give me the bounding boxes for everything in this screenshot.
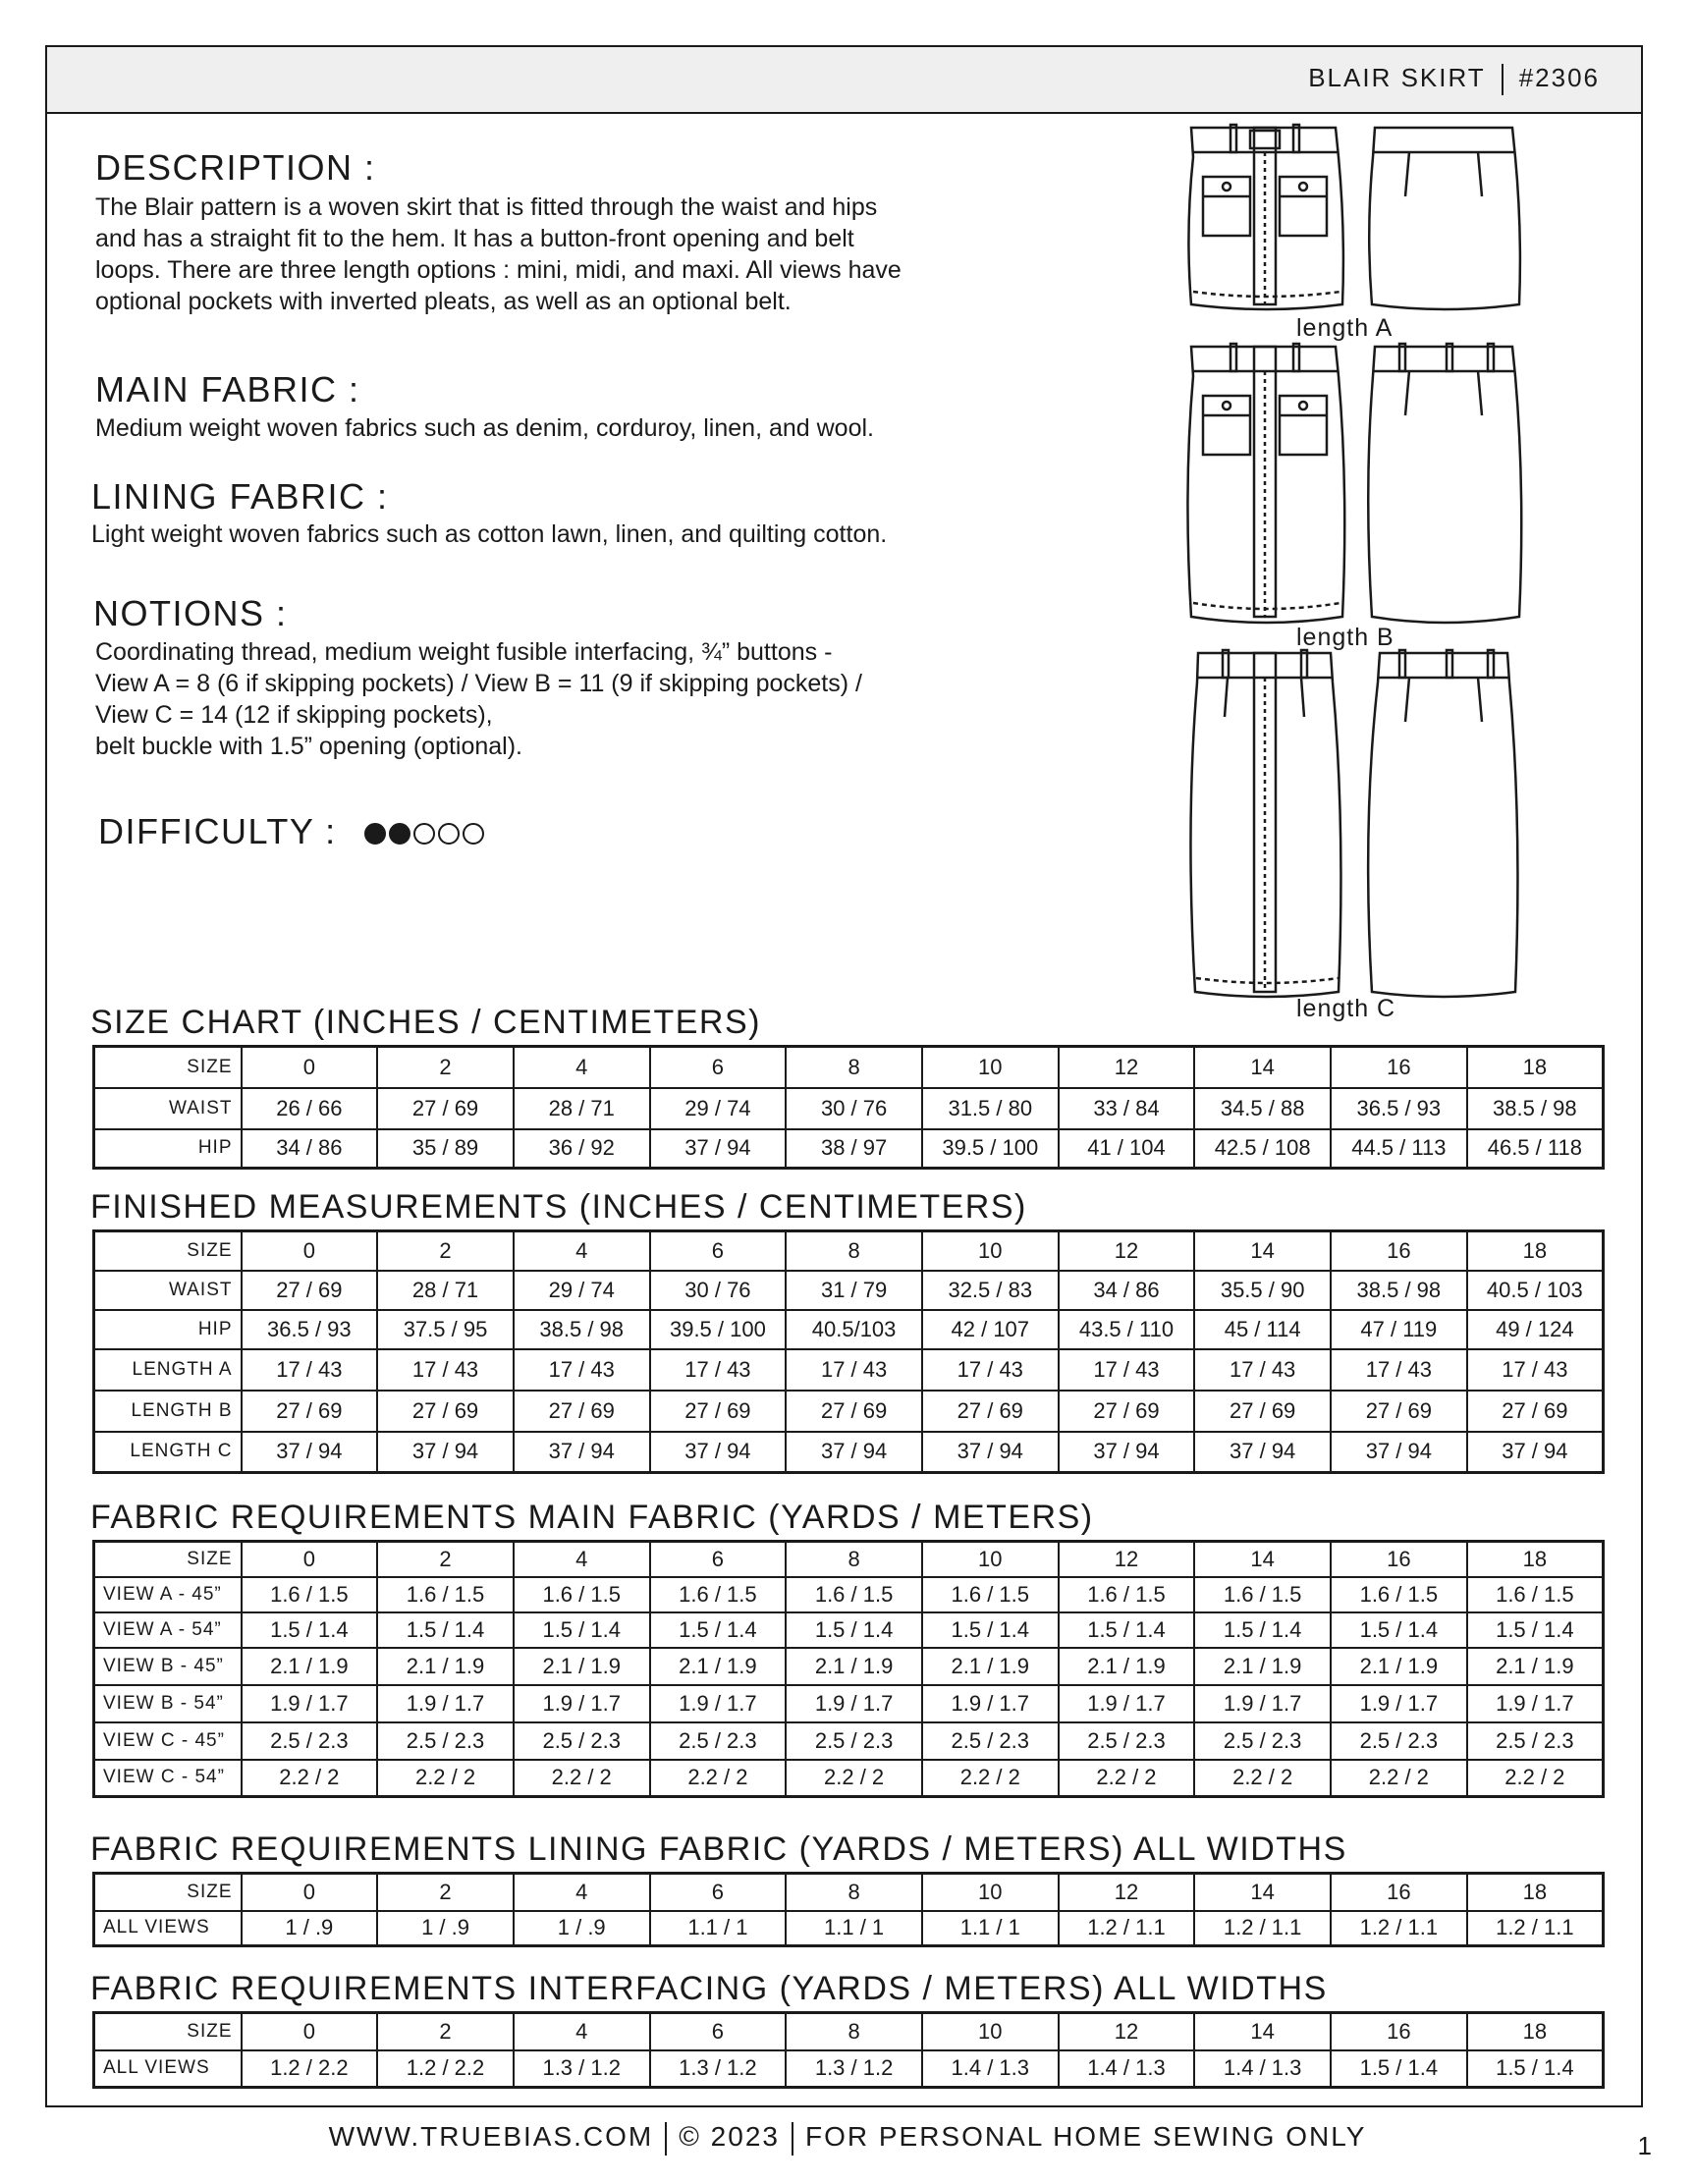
value-cell: 1.5 / 1.4 bbox=[1331, 2050, 1467, 2088]
size-cell: 12 bbox=[1059, 1047, 1195, 1088]
value-cell: 17 / 43 bbox=[650, 1349, 787, 1391]
value-cell: 41 / 104 bbox=[1059, 1129, 1195, 1169]
size-cell: 10 bbox=[922, 1542, 1059, 1577]
value-cell: 31.5 / 80 bbox=[922, 1088, 1059, 1129]
value-cell: 2.5 / 2.3 bbox=[1194, 1722, 1331, 1760]
size-header-row bbox=[94, 2013, 1604, 2050]
row-label: WAIST bbox=[94, 1088, 242, 1129]
size-cell: 18 bbox=[1467, 1047, 1604, 1088]
table-row bbox=[94, 1760, 1604, 1797]
value-cell: 1.6 / 1.5 bbox=[1467, 1577, 1604, 1612]
value-cell: 34.5 / 88 bbox=[1194, 1088, 1331, 1129]
value-cell: 17 / 43 bbox=[242, 1349, 378, 1391]
value-cell: 27 / 69 bbox=[1059, 1391, 1195, 1432]
value-cell: 1.6 / 1.5 bbox=[377, 1577, 514, 1612]
footer-divider bbox=[792, 2122, 793, 2156]
size-cell: 2 bbox=[377, 1874, 514, 1911]
table-row bbox=[94, 1129, 1604, 1169]
header-bar bbox=[47, 47, 1641, 114]
size-cell: 4 bbox=[514, 1047, 650, 1088]
value-cell: 1.5 / 1.4 bbox=[922, 1612, 1059, 1648]
notions-text bbox=[95, 636, 862, 762]
value-cell: 1.2 / 2.2 bbox=[242, 2050, 378, 2088]
value-cell: 27 / 69 bbox=[650, 1391, 787, 1432]
value-cell: 17 / 43 bbox=[922, 1349, 1059, 1391]
size-cell: 10 bbox=[922, 1231, 1059, 1271]
value-cell: 17 / 43 bbox=[786, 1349, 922, 1391]
main-fabric-requirements-title: FABRIC REQUIREMENTS MAIN FABRIC (YARDS / METERS) bbox=[90, 1499, 1094, 1536]
size-cell: 14 bbox=[1194, 1231, 1331, 1271]
value-cell: 2.5 / 2.3 bbox=[786, 1722, 922, 1760]
value-cell: 27 / 69 bbox=[922, 1391, 1059, 1432]
value-cell: 45 / 114 bbox=[1194, 1310, 1331, 1349]
filled-dot-icon bbox=[389, 823, 410, 845]
row-label: ALL VIEWS bbox=[94, 1911, 242, 1946]
value-cell: 1.5 / 1.4 bbox=[242, 1612, 378, 1648]
value-cell: 2.1 / 1.9 bbox=[377, 1648, 514, 1685]
size-cell: 10 bbox=[922, 1047, 1059, 1088]
row-label: VIEW C - 54” bbox=[94, 1760, 242, 1797]
size-cell: 12 bbox=[1059, 2013, 1195, 2050]
value-cell: 27 / 69 bbox=[1194, 1391, 1331, 1432]
value-cell: 29 / 74 bbox=[514, 1271, 650, 1310]
size-cell: 0 bbox=[242, 1874, 378, 1911]
value-cell: 1.5 / 1.4 bbox=[650, 1612, 787, 1648]
size-cell: 0 bbox=[242, 1047, 378, 1088]
value-cell: 1.6 / 1.5 bbox=[1331, 1577, 1467, 1612]
row-label: LENGTH B bbox=[94, 1391, 242, 1432]
value-cell: 2.1 / 1.9 bbox=[1194, 1648, 1331, 1685]
size-cell: 2 bbox=[377, 1231, 514, 1271]
value-cell: 36 / 92 bbox=[514, 1129, 650, 1169]
skirt-sketch-b bbox=[1164, 342, 1547, 627]
size-cell: 18 bbox=[1467, 2013, 1604, 2050]
value-cell: 28 / 71 bbox=[377, 1271, 514, 1310]
value-cell: 31 / 79 bbox=[786, 1271, 922, 1310]
value-cell: 39.5 / 100 bbox=[922, 1129, 1059, 1169]
lining-fabric-heading: LINING FABRIC : bbox=[91, 476, 389, 517]
value-cell: 1.1 / 1 bbox=[786, 1911, 922, 1946]
value-cell: 39.5 / 100 bbox=[650, 1310, 787, 1349]
size-cell: 18 bbox=[1467, 1542, 1604, 1577]
value-cell: 1.9 / 1.7 bbox=[1194, 1685, 1331, 1722]
size-cell: 2 bbox=[377, 1047, 514, 1088]
value-cell: 37 / 94 bbox=[650, 1129, 787, 1169]
size-cell: 6 bbox=[650, 2013, 787, 2050]
value-cell: 36.5 / 93 bbox=[242, 1310, 378, 1349]
table-row bbox=[94, 1391, 1604, 1432]
value-cell: 1.2 / 2.2 bbox=[377, 2050, 514, 2088]
skirt-sketch-c bbox=[1164, 648, 1547, 1002]
value-cell: 1.9 / 1.7 bbox=[650, 1685, 787, 1722]
size-cell: 2 bbox=[377, 1542, 514, 1577]
value-cell: 27 / 69 bbox=[786, 1391, 922, 1432]
value-cell: 2.1 / 1.9 bbox=[786, 1648, 922, 1685]
size-cell: 16 bbox=[1331, 1542, 1467, 1577]
size-cell: 4 bbox=[514, 2013, 650, 2050]
size-cell: 12 bbox=[1059, 1542, 1195, 1577]
size-label: SIZE bbox=[94, 1047, 242, 1088]
description-line: The Blair pattern is a woven skirt that is fitted through the waist and hips bbox=[95, 193, 878, 221]
value-cell: 27 / 69 bbox=[377, 1088, 514, 1129]
size-cell: 8 bbox=[786, 2013, 922, 2050]
value-cell: 1 / .9 bbox=[242, 1911, 378, 1946]
description-heading: DESCRIPTION : bbox=[95, 147, 376, 188]
value-cell: 37.5 / 95 bbox=[377, 1310, 514, 1349]
value-cell: 29 / 74 bbox=[650, 1088, 787, 1129]
value-cell: 1.9 / 1.7 bbox=[1059, 1685, 1195, 1722]
size-header-row bbox=[94, 1047, 1604, 1088]
skirt-sketch-a bbox=[1164, 123, 1547, 314]
description-line: loops. There are three length options : mini, midi, and maxi. All views have bbox=[95, 256, 902, 284]
size-cell: 8 bbox=[786, 1231, 922, 1271]
difficulty-label: DIFFICULTY : bbox=[98, 811, 337, 851]
value-cell: 1.3 / 1.2 bbox=[514, 2050, 650, 2088]
value-cell: 2.5 / 2.3 bbox=[1467, 1722, 1604, 1760]
size-cell: 14 bbox=[1194, 1542, 1331, 1577]
value-cell: 1.5 / 1.4 bbox=[1059, 1612, 1195, 1648]
value-cell: 17 / 43 bbox=[514, 1349, 650, 1391]
size-cell: 12 bbox=[1059, 1231, 1195, 1271]
value-cell: 1 / .9 bbox=[514, 1911, 650, 1946]
size-header-row bbox=[94, 1874, 1604, 1911]
page-number: 1 bbox=[1637, 2131, 1652, 2160]
empty-dot-icon bbox=[438, 823, 460, 845]
value-cell: 1.5 / 1.4 bbox=[1331, 1612, 1467, 1648]
value-cell: 37 / 94 bbox=[922, 1432, 1059, 1473]
value-cell: 2.2 / 2 bbox=[786, 1760, 922, 1797]
value-cell: 2.2 / 2 bbox=[1059, 1760, 1195, 1797]
header-divider bbox=[1502, 64, 1504, 95]
table-row bbox=[94, 1271, 1604, 1310]
value-cell: 2.5 / 2.3 bbox=[514, 1722, 650, 1760]
value-cell: 37 / 94 bbox=[242, 1432, 378, 1473]
main-fabric-heading: MAIN FABRIC : bbox=[95, 369, 360, 410]
empty-dot-icon bbox=[463, 823, 484, 845]
size-label: SIZE bbox=[94, 1874, 242, 1911]
value-cell: 27 / 69 bbox=[242, 1391, 378, 1432]
size-cell: 14 bbox=[1194, 1874, 1331, 1911]
value-cell: 30 / 76 bbox=[650, 1271, 787, 1310]
footer bbox=[0, 2121, 1695, 2156]
value-cell: 49 / 124 bbox=[1467, 1310, 1604, 1349]
value-cell: 17 / 43 bbox=[377, 1349, 514, 1391]
value-cell: 34 / 86 bbox=[242, 1129, 378, 1169]
table-row bbox=[94, 2050, 1604, 2088]
value-cell: 1.6 / 1.5 bbox=[786, 1577, 922, 1612]
value-cell: 2.1 / 1.9 bbox=[1059, 1648, 1195, 1685]
value-cell: 37 / 94 bbox=[514, 1432, 650, 1473]
value-cell: 27 / 69 bbox=[514, 1391, 650, 1432]
value-cell: 2.5 / 2.3 bbox=[242, 1722, 378, 1760]
table-row bbox=[94, 1648, 1604, 1685]
value-cell: 2.1 / 1.9 bbox=[650, 1648, 787, 1685]
row-label: ALL VIEWS bbox=[94, 2050, 242, 2088]
value-cell: 17 / 43 bbox=[1331, 1349, 1467, 1391]
value-cell: 1.4 / 1.3 bbox=[1059, 2050, 1195, 2088]
interfacing-requirements-title: FABRIC REQUIREMENTS INTERFACING (YARDS / METERS) ALL WIDTHS bbox=[90, 1970, 1328, 2007]
lining-fabric-text: Light weight woven fabrics such as cotton lawn, linen, and quilting cotton. bbox=[91, 520, 888, 548]
value-cell: 32.5 / 83 bbox=[922, 1271, 1059, 1310]
size-label: SIZE bbox=[94, 2013, 242, 2050]
notions-heading: NOTIONS : bbox=[93, 593, 288, 633]
value-cell: 46.5 / 118 bbox=[1467, 1129, 1604, 1169]
value-cell: 1.6 / 1.5 bbox=[514, 1577, 650, 1612]
value-cell: 1.5 / 1.4 bbox=[1467, 2050, 1604, 2088]
value-cell: 1.5 / 1.4 bbox=[377, 1612, 514, 1648]
usage-notice: FOR PERSONAL HOME SEWING ONLY bbox=[804, 2121, 1367, 2152]
value-cell: 2.1 / 1.9 bbox=[1467, 1648, 1604, 1685]
size-cell: 16 bbox=[1331, 1874, 1467, 1911]
value-cell: 1.6 / 1.5 bbox=[1194, 1577, 1331, 1612]
empty-dot-icon bbox=[413, 823, 435, 845]
copyright: © 2023 bbox=[679, 2121, 780, 2152]
table-row bbox=[94, 1722, 1604, 1760]
value-cell: 38 / 97 bbox=[786, 1129, 922, 1169]
table-row bbox=[94, 1432, 1604, 1473]
size-cell: 16 bbox=[1331, 1047, 1467, 1088]
value-cell: 2.5 / 2.3 bbox=[377, 1722, 514, 1760]
lining-requirements-title: FABRIC REQUIREMENTS LINING FABRIC (YARDS / METERS) ALL WIDTHS bbox=[90, 1830, 1347, 1868]
table-row bbox=[94, 1911, 1604, 1946]
value-cell: 38.5 / 98 bbox=[1331, 1271, 1467, 1310]
value-cell: 1.6 / 1.5 bbox=[242, 1577, 378, 1612]
value-cell: 42 / 107 bbox=[922, 1310, 1059, 1349]
value-cell: 37 / 94 bbox=[786, 1432, 922, 1473]
value-cell: 1.2 / 1.1 bbox=[1467, 1911, 1604, 1946]
size-cell: 8 bbox=[786, 1542, 922, 1577]
size-cell: 0 bbox=[242, 1231, 378, 1271]
value-cell: 33 / 84 bbox=[1059, 1088, 1195, 1129]
size-cell: 2 bbox=[377, 2013, 514, 2050]
value-cell: 40.5 / 103 bbox=[1467, 1271, 1604, 1310]
notions-line: View C = 14 (12 if skipping pockets), bbox=[95, 701, 493, 729]
filled-dot-icon bbox=[364, 823, 386, 845]
value-cell: 2.5 / 2.3 bbox=[1059, 1722, 1195, 1760]
size-cell: 6 bbox=[650, 1047, 787, 1088]
value-cell: 1.9 / 1.7 bbox=[1467, 1685, 1604, 1722]
value-cell: 47 / 119 bbox=[1331, 1310, 1467, 1349]
size-cell: 0 bbox=[242, 1542, 378, 1577]
value-cell: 2.1 / 1.9 bbox=[242, 1648, 378, 1685]
value-cell: 1.9 / 1.7 bbox=[514, 1685, 650, 1722]
value-cell: 1.5 / 1.4 bbox=[1467, 1612, 1604, 1648]
value-cell: 27 / 69 bbox=[242, 1271, 378, 1310]
value-cell: 35 / 89 bbox=[377, 1129, 514, 1169]
value-cell: 2.2 / 2 bbox=[650, 1760, 787, 1797]
value-cell: 35.5 / 90 bbox=[1194, 1271, 1331, 1310]
value-cell: 2.2 / 2 bbox=[1194, 1760, 1331, 1797]
value-cell: 2.1 / 1.9 bbox=[922, 1648, 1059, 1685]
row-label: VIEW A - 45” bbox=[94, 1577, 242, 1612]
value-cell: 28 / 71 bbox=[514, 1088, 650, 1129]
row-label: VIEW B - 45” bbox=[94, 1648, 242, 1685]
value-cell: 2.2 / 2 bbox=[514, 1760, 650, 1797]
notions-line: Coordinating thread, medium weight fusible interfacing, ¾” buttons - bbox=[95, 638, 833, 666]
size-cell: 10 bbox=[922, 2013, 1059, 2050]
value-cell: 2.2 / 2 bbox=[242, 1760, 378, 1797]
size-cell: 6 bbox=[650, 1542, 787, 1577]
size-cell: 10 bbox=[922, 1874, 1059, 1911]
value-cell: 40.5/103 bbox=[786, 1310, 922, 1349]
size-cell: 14 bbox=[1194, 1047, 1331, 1088]
value-cell: 2.2 / 2 bbox=[922, 1760, 1059, 1797]
size-header-row bbox=[94, 1231, 1604, 1271]
row-label: VIEW C - 45” bbox=[94, 1722, 242, 1760]
finished-measurements-title: FINISHED MEASUREMENTS (INCHES / CENTIMETERS) bbox=[90, 1188, 1027, 1226]
value-cell: 26 / 66 bbox=[242, 1088, 378, 1129]
row-label: WAIST bbox=[94, 1271, 242, 1310]
length-c-label: length C bbox=[1296, 995, 1396, 1022]
size-chart-table bbox=[92, 1045, 1605, 1170]
value-cell: 27 / 69 bbox=[377, 1391, 514, 1432]
website-link[interactable]: WWW.TRUEBIAS.COM bbox=[328, 2121, 654, 2152]
size-cell: 4 bbox=[514, 1231, 650, 1271]
value-cell: 2.5 / 2.3 bbox=[650, 1722, 787, 1760]
value-cell: 43.5 / 110 bbox=[1059, 1310, 1195, 1349]
value-cell: 1.1 / 1 bbox=[650, 1911, 787, 1946]
size-cell: 16 bbox=[1331, 2013, 1467, 2050]
value-cell: 1.1 / 1 bbox=[922, 1911, 1059, 1946]
finished-measurements-table bbox=[92, 1229, 1605, 1474]
row-label: HIP bbox=[94, 1310, 242, 1349]
value-cell: 37 / 94 bbox=[1194, 1432, 1331, 1473]
size-cell: 6 bbox=[650, 1874, 787, 1911]
description-text bbox=[95, 191, 902, 317]
value-cell: 1 / .9 bbox=[377, 1911, 514, 1946]
value-cell: 1.9 / 1.7 bbox=[377, 1685, 514, 1722]
value-cell: 1.9 / 1.7 bbox=[922, 1685, 1059, 1722]
value-cell: 1.2 / 1.1 bbox=[1059, 1911, 1195, 1946]
value-cell: 17 / 43 bbox=[1467, 1349, 1604, 1391]
difficulty-dots bbox=[361, 811, 484, 852]
value-cell: 2.2 / 2 bbox=[1331, 1760, 1467, 1797]
value-cell: 17 / 43 bbox=[1194, 1349, 1331, 1391]
row-label: HIP bbox=[94, 1129, 242, 1169]
size-cell: 0 bbox=[242, 2013, 378, 2050]
value-cell: 1.5 / 1.4 bbox=[514, 1612, 650, 1648]
value-cell: 1.6 / 1.5 bbox=[650, 1577, 787, 1612]
size-cell: 18 bbox=[1467, 1231, 1604, 1271]
length-a-label: length A bbox=[1296, 314, 1394, 342]
length-b-label: length B bbox=[1296, 624, 1394, 651]
size-cell: 12 bbox=[1059, 1874, 1195, 1911]
difficulty-rating bbox=[98, 811, 484, 852]
size-cell: 8 bbox=[786, 1047, 922, 1088]
value-cell: 1.2 / 1.1 bbox=[1194, 1911, 1331, 1946]
interfacing-requirements-table bbox=[92, 2011, 1605, 2089]
value-cell: 2.2 / 2 bbox=[1467, 1760, 1604, 1797]
value-cell: 1.6 / 1.5 bbox=[1059, 1577, 1195, 1612]
value-cell: 1.9 / 1.7 bbox=[242, 1685, 378, 1722]
pattern-number: #2306 bbox=[1518, 63, 1600, 92]
size-cell: 6 bbox=[650, 1231, 787, 1271]
size-cell: 8 bbox=[786, 1874, 922, 1911]
value-cell: 2.5 / 2.3 bbox=[922, 1722, 1059, 1760]
main-fabric-text: Medium weight woven fabrics such as denim, corduroy, linen, and wool. bbox=[95, 414, 874, 442]
row-label: LENGTH C bbox=[94, 1432, 242, 1473]
pattern-title bbox=[1308, 63, 1600, 95]
size-cell: 14 bbox=[1194, 2013, 1331, 2050]
footer-divider bbox=[665, 2122, 667, 2156]
value-cell: 37 / 94 bbox=[377, 1432, 514, 1473]
value-cell: 17 / 43 bbox=[1059, 1349, 1195, 1391]
value-cell: 2.5 / 2.3 bbox=[1331, 1722, 1467, 1760]
table-row bbox=[94, 1577, 1604, 1612]
description-line: and has a straight fit to the hem. It has a button-front opening and belt bbox=[95, 225, 854, 252]
value-cell: 44.5 / 113 bbox=[1331, 1129, 1467, 1169]
value-cell: 42.5 / 108 bbox=[1194, 1129, 1331, 1169]
table-row bbox=[94, 1685, 1604, 1722]
size-label: SIZE bbox=[94, 1542, 242, 1577]
value-cell: 38.5 / 98 bbox=[514, 1310, 650, 1349]
value-cell: 27 / 69 bbox=[1467, 1391, 1604, 1432]
value-cell: 1.3 / 1.2 bbox=[786, 2050, 922, 2088]
main-fabric-requirements-table bbox=[92, 1540, 1605, 1798]
row-label: LENGTH A bbox=[94, 1349, 242, 1391]
value-cell: 1.4 / 1.3 bbox=[922, 2050, 1059, 2088]
table-row bbox=[94, 1349, 1604, 1391]
notions-line: View A = 8 (6 if skipping pockets) / View B = 11 (9 if skipping pockets) / bbox=[95, 670, 862, 697]
value-cell: 1.5 / 1.4 bbox=[1194, 1612, 1331, 1648]
size-cell: 4 bbox=[514, 1874, 650, 1911]
value-cell: 2.2 / 2 bbox=[377, 1760, 514, 1797]
value-cell: 34 / 86 bbox=[1059, 1271, 1195, 1310]
value-cell: 1.9 / 1.7 bbox=[1331, 1685, 1467, 1722]
table-row bbox=[94, 1310, 1604, 1349]
row-label: VIEW B - 54” bbox=[94, 1685, 242, 1722]
value-cell: 1.9 / 1.7 bbox=[786, 1685, 922, 1722]
value-cell: 37 / 94 bbox=[650, 1432, 787, 1473]
value-cell: 2.1 / 1.9 bbox=[514, 1648, 650, 1685]
notions-line: belt buckle with 1.5” opening (optional). bbox=[95, 733, 522, 760]
value-cell: 1.6 / 1.5 bbox=[922, 1577, 1059, 1612]
lining-requirements-table bbox=[92, 1872, 1605, 1947]
value-cell: 2.1 / 1.9 bbox=[1331, 1648, 1467, 1685]
table-row bbox=[94, 1088, 1604, 1129]
size-cell: 16 bbox=[1331, 1231, 1467, 1271]
value-cell: 37 / 94 bbox=[1467, 1432, 1604, 1473]
size-cell: 18 bbox=[1467, 1874, 1604, 1911]
table-row bbox=[94, 1612, 1604, 1648]
value-cell: 1.2 / 1.1 bbox=[1331, 1911, 1467, 1946]
value-cell: 37 / 94 bbox=[1331, 1432, 1467, 1473]
value-cell: 30 / 76 bbox=[786, 1088, 922, 1129]
size-label: SIZE bbox=[94, 1231, 242, 1271]
value-cell: 36.5 / 93 bbox=[1331, 1088, 1467, 1129]
value-cell: 37 / 94 bbox=[1059, 1432, 1195, 1473]
value-cell: 1.5 / 1.4 bbox=[786, 1612, 922, 1648]
size-header-row bbox=[94, 1542, 1604, 1577]
pattern-name: BLAIR SKIRT bbox=[1308, 63, 1486, 92]
size-chart-title: SIZE CHART (INCHES / CENTIMETERS) bbox=[90, 1004, 761, 1041]
value-cell: 1.4 / 1.3 bbox=[1194, 2050, 1331, 2088]
value-cell: 27 / 69 bbox=[1331, 1391, 1467, 1432]
description-line: optional pockets with inverted pleats, as well as an optional belt. bbox=[95, 288, 792, 315]
size-cell: 4 bbox=[514, 1542, 650, 1577]
value-cell: 38.5 / 98 bbox=[1467, 1088, 1604, 1129]
value-cell: 1.3 / 1.2 bbox=[650, 2050, 787, 2088]
row-label: VIEW A - 54” bbox=[94, 1612, 242, 1648]
